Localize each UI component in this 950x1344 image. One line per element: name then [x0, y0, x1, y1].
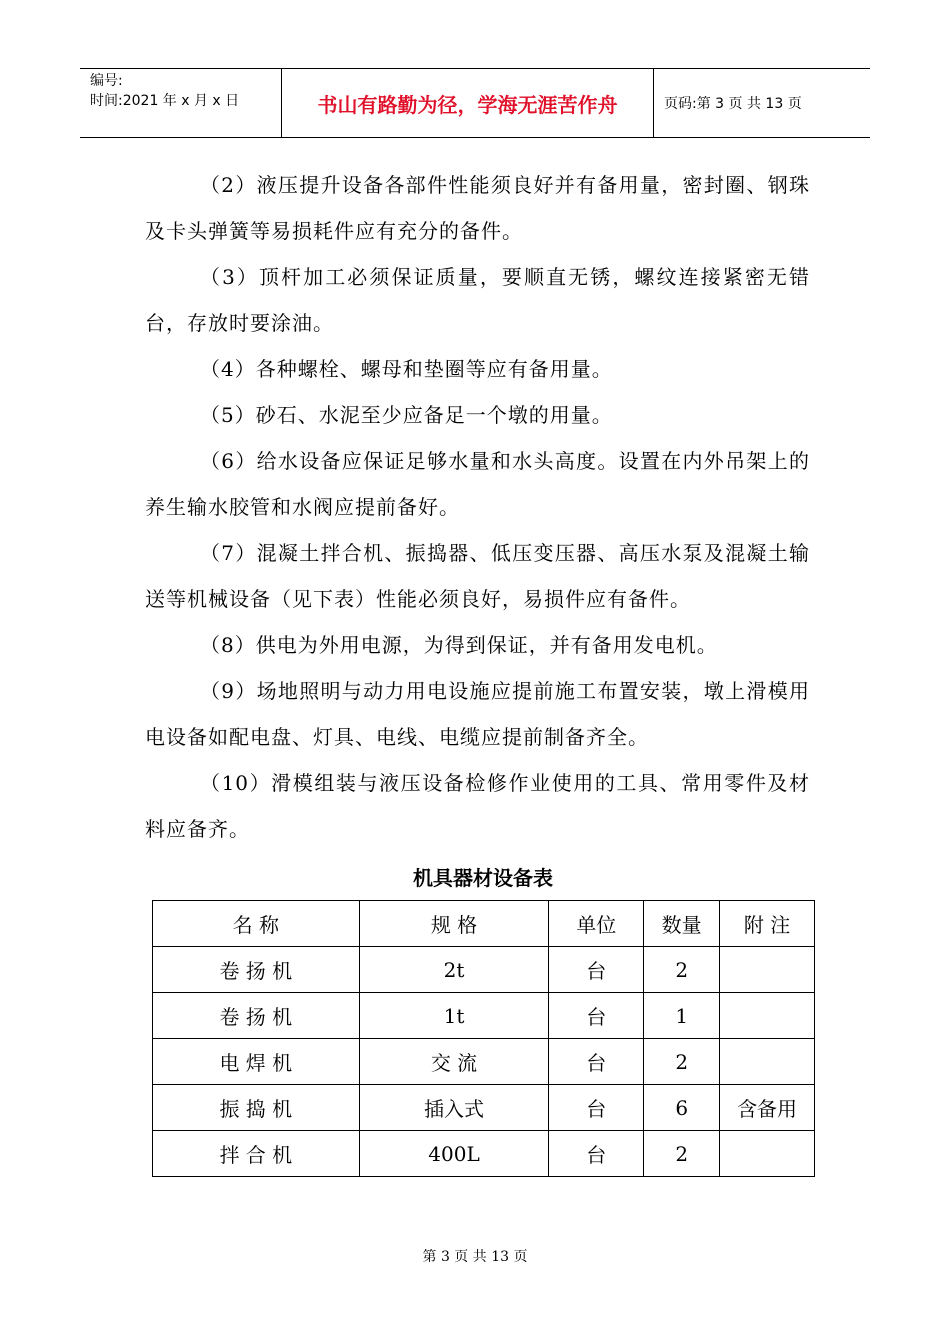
cell-name: 卷 扬 机 [153, 947, 360, 993]
table-header-row [153, 901, 815, 947]
document-time: 时间:2021 年 x 月 x 日 [90, 93, 240, 109]
cell-notes [720, 1039, 815, 1085]
paragraph: （5）砂石、水泥至少应备足一个墩的用量。 [200, 403, 613, 427]
paragraph: （10）滑模组装与液压设备检修作业使用的工具、常用零件及材料应备齐。 [145, 771, 810, 841]
table-row [153, 993, 815, 1039]
header-page-info: 页码:第 3 页 共 13 页 [664, 96, 802, 112]
cell-notes [720, 1131, 815, 1177]
cell-quantity: 2 [644, 1131, 720, 1177]
paragraph: （3）顶杆加工必须保证质量，要顺直无锈，螺纹连接紧密无错台，存放时要涂油。 [145, 265, 810, 335]
header-motto: 书山有路勤为径，学海无涯苦作舟 [282, 69, 654, 137]
cell-name: 电 焊 机 [153, 1039, 360, 1085]
body-text [145, 162, 810, 852]
paragraph: （4）各种螺栓、螺母和垫圈等应有备用量。 [200, 357, 613, 381]
cell-unit: 台 [549, 993, 644, 1039]
equipment-table [152, 900, 815, 1177]
cell-spec: 交 流 [359, 1039, 549, 1085]
header-name: 名 称 [153, 901, 360, 947]
cell-quantity: 6 [644, 1085, 720, 1131]
table-row [153, 947, 815, 993]
cell-spec: 400L [359, 1131, 549, 1177]
page-footer: 第 3 页 共 13 页 [422, 1249, 528, 1265]
cell-notes [720, 993, 815, 1039]
table-row [153, 1131, 815, 1177]
document-number: 编号: [90, 73, 123, 89]
cell-notes: 含备用 [720, 1085, 815, 1131]
header-notes: 附 注 [720, 901, 815, 947]
table-title: 机具器材设备表 [413, 866, 553, 890]
header-meta [80, 69, 282, 137]
cell-unit: 台 [549, 1131, 644, 1177]
cell-quantity: 2 [644, 1039, 720, 1085]
cell-spec: 插入式 [359, 1085, 549, 1131]
header-spec: 规 格 [359, 901, 549, 947]
header-unit: 单位 [549, 901, 644, 947]
cell-spec: 2t [359, 947, 549, 993]
paragraph: （9）场地照明与动力用电设施应提前施工布置安装，墩上滑模用电设备如配电盘、灯具、电线、电缆应提前制备齐全。 [145, 679, 810, 749]
cell-spec: 1t [359, 993, 549, 1039]
table-row [153, 1085, 815, 1131]
paragraph: （2）液压提升设备各部件性能须良好并有备用量，密封圈、钢珠及卡头弹簧等易损耗件应有充分的备件。 [145, 173, 810, 243]
table-row [153, 1039, 815, 1085]
cell-unit: 台 [549, 1085, 644, 1131]
paragraph: （7）混凝土拌合机、振捣器、低压变压器、高压水泵及混凝土输送等机械设备（见下表）性能必须良好，易损件应有备件。 [145, 541, 810, 611]
cell-name: 拌 合 机 [153, 1131, 360, 1177]
cell-name: 振 捣 机 [153, 1085, 360, 1131]
paragraph: （8）供电为外用电源，为得到保证，并有备用发电机。 [200, 633, 718, 657]
header-quantity: 数量 [644, 901, 720, 947]
paragraph: （6）给水设备应保证足够水量和水头高度。设置在内外吊架上的养生输水胶管和水阀应提前备好。 [145, 449, 810, 519]
cell-notes [720, 947, 815, 993]
cell-unit: 台 [549, 1039, 644, 1085]
page-header [80, 68, 870, 138]
cell-quantity: 1 [644, 993, 720, 1039]
cell-name: 卷 扬 机 [153, 993, 360, 1039]
cell-unit: 台 [549, 947, 644, 993]
cell-quantity: 2 [644, 947, 720, 993]
